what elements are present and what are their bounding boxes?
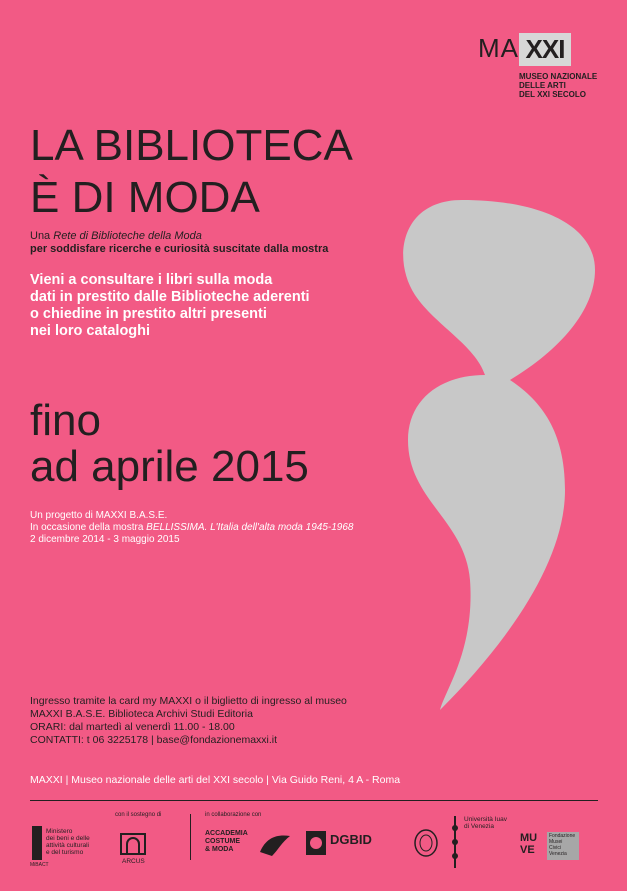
info-hours: ORARI: dal martedì al venerdì 11.00 - 18.00 [30,721,235,733]
mibact-label: MiBACT [30,862,49,868]
intro-prefix: Una [30,230,54,242]
lead-line-2: dati in prestito dalle Biblioteche aderenti [30,289,310,305]
intro-italic: Rete di Biblioteche della Moda [53,230,202,242]
muve-line: MU [520,832,538,844]
muve-text-line: Musei [549,839,563,845]
exhibition-title: BELLISSIMA. [146,522,208,533]
partner-divider [190,814,191,860]
info-contacts: CONTATTI: t 06 3225178 | base@fondazionemaxxi.it [30,734,278,746]
iuav-line: di Venezia [464,823,494,830]
muve-logo [520,832,546,860]
dgbid-label: DGBID [330,832,372,847]
accademia-emblem-icon [258,832,292,858]
logo-ma-text: MA [478,33,519,63]
arcus-label: ARCUS [122,858,145,865]
project-line-2-prefix: In occasione della mostra [30,522,147,533]
title-line-2: È DI MODA [30,173,260,222]
arcus-logo-icon [118,826,148,856]
iuav-label [464,816,507,830]
logo-xxi-text: XXI [519,33,571,66]
mibact-text [46,828,90,856]
partner-logos [30,810,598,870]
muve-text-line: Fondazione [549,833,576,839]
until-line-1: fino [30,396,101,445]
support-label: con il sostegno di [115,812,162,818]
project-line-1: Un progetto di MAXXI B.A.S.E. [30,510,168,521]
accademia-logo [205,830,248,854]
until-line-2: ad aprile 2015 [30,442,309,491]
muve-text-line: Venezia [549,851,567,857]
accademia-line: & MODA [205,846,234,853]
footer-address: MAXXI | Museo nazionale delle arti del XXI secolo | Via Guido Reni, 4 A - Roma [30,774,401,786]
lead-line-3: o chiedine in prestito altri presenti [30,306,267,322]
info-line-1: Ingresso tramite la card my MAXXI o il biglietto di ingresso al museo [30,695,347,707]
muve-text-line: Civici [549,845,561,851]
intro-text [30,230,450,256]
iuav-mark-icon [450,816,460,868]
title-line-1: LA BIBLIOTECA [30,121,353,170]
project-info [30,510,450,546]
accademia-line: COSTUME [205,838,240,845]
seal-icon [413,828,439,858]
mibact-text-line: e del turismo [46,849,84,856]
collab-label: in collaborazione con [205,812,262,818]
exhibition-subtitle: L'Italia dell'alta moda 1945-1968 [207,522,354,533]
mibact-text-line: attività culturali [46,842,89,849]
page-title [30,120,353,224]
maxxi-logo [478,33,598,108]
intro-line-2: per soddisfare ricerche e curiosità suscitate dalla mostra [30,243,329,255]
logo-subtitle-line: MUSEO NAZIONALE [519,72,598,81]
mibact-logo-mark [32,826,42,860]
footer-divider [30,800,598,801]
dgbid-emblem-icon [305,830,327,856]
mibact-text-line: dei beni e delle [46,835,90,842]
iuav-line: Università Iuav [464,816,507,823]
intro-line-1 [30,230,450,243]
until-date [30,398,309,490]
logo-subtitle-line: DEL XXI SECOLO [519,90,586,99]
visitor-info [30,695,430,747]
muve-line: VE [520,844,535,856]
lead-text [30,272,430,340]
logo-subtitle [519,72,599,99]
project-line-2 [30,522,450,534]
lead-line-1: Vieni a consultare i libri sulla moda [30,272,273,288]
info-line-2: MAXXI B.A.S.E. Biblioteca Archivi Studi Editoria [30,708,253,720]
muve-foundation-box [547,832,579,860]
accademia-line: ACCADEMIA [205,830,248,837]
lead-line-4: nei loro cataloghi [30,323,151,339]
mibact-text-line: Ministero [46,828,73,835]
project-dates: 2 dicembre 2014 - 3 maggio 2015 [30,534,180,545]
logo-subtitle-line: DELLE ARTI [519,81,566,90]
